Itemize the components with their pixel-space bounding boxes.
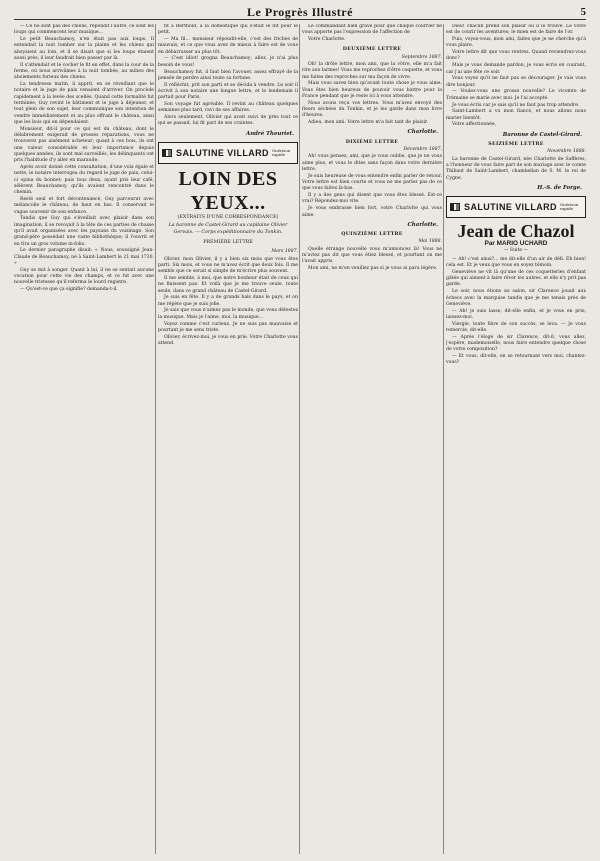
paragraph: — Et vous, dit-elle, en se retournant vers moi, chantez-vous?	[446, 354, 586, 366]
novel-text	[446, 257, 586, 367]
novel-author: Par MARIO UCHARD	[484, 240, 548, 248]
letter-date: Mars 1887.	[271, 249, 298, 255]
letter-heading: DIXIÈME LETTRE	[345, 138, 399, 145]
paragraph: Je vous embrasse bien fort, votre Charlotte qui vous aime.	[302, 206, 442, 218]
paragraph: Oh! la drôle lettre, mon ami, que la vôtre, elle m'a fait rire aux larmes! Vous me reprochez d'être coquette, et vous me faites des reproches sur ma façon de vivre.	[302, 61, 442, 80]
flag-icon	[162, 149, 172, 157]
column-2-text	[158, 24, 298, 128]
author-signature: H.-S. de Forge.	[537, 184, 582, 191]
feuilleton-note: La baronne de Castel-Girard au capitaine Olivier Gervais. — Corps expéditionnaire du Tonkin.	[168, 223, 288, 235]
letter-date: Décembre 1887.	[403, 147, 442, 153]
paragraph: — Qu'est-ce que ça signifie? demanda-t-il.	[20, 287, 118, 293]
paragraph: Je suis heureuse de vous entendre enfin parler de retour. Votre lettre est bien courte et vous ne me parlez pas de ce que vous faites là-bas.	[302, 173, 442, 192]
paragraph: La baronne de Castel-Girard, née Charlotte de Saffères, a l'honneur de vous faire part de son mariage avec le comte Thibaut de Saint-Lambert, chambellan de S. M. le roi de Cygne.	[446, 156, 586, 181]
column-4-text	[446, 24, 586, 89]
section-date: Novembre 1888.	[547, 149, 586, 155]
column-4-announcement	[446, 157, 586, 182]
letter-heading: DEUXIÈME LETTRE	[342, 46, 402, 53]
feuilleton-text	[158, 257, 298, 348]
novel-title: Jean de Chazol	[457, 221, 575, 242]
advertisement-name: SALUTINE VILLARD	[176, 147, 269, 158]
paragraph: — Ce ne sont pas des chiens, répondit l'autre, ce sont les loups qui commencent leur musique...	[14, 24, 154, 36]
letter-heading: QUINZIÈME LETTRE	[341, 231, 403, 238]
paragraph: La tendresse matin, il apprit, en se réveillant que le notaire et le juge de paix venaient d'arriver. On procède rapidement à la levée des scellés. Quand cette formalité fut terminée, Guy revint le bâtiment et le juge à déjeuner, et tout plein de son sujet, leur communique son intention de vendre immédiatement et au plus offrant le château, ainsi que les bois qui en dépendaient.	[14, 82, 154, 125]
letter-date: Mai 1888.	[418, 239, 442, 245]
column-1	[14, 24, 154, 854]
paragraph: Adieu, mon ami. Votre lettre m'a fait tant de plaisir.	[308, 120, 429, 126]
column-4	[446, 24, 586, 854]
paragraph: — Ma fil... monsieur répondit-elle, c'est des friches de mauvais, et ce que vous avez de mieux à faire est de vous en débarrasser au plus tôt.	[158, 37, 298, 55]
advertisement-name: SALUTINE VILLARD	[464, 201, 557, 212]
column-divider	[299, 24, 300, 854]
paragraph: Après avoir donné cette consultation, d'une voix égale et nette, le notaire interrogea du regard le juge de paix, celui-ci opina du bonnet; puis tous deux, ayant pris leur café, sélèrent Beauchamoy, qu'ils avaient rencontré dans le chemin.	[14, 165, 154, 196]
column-divider	[443, 24, 444, 854]
paragraph: Son voyage fut agréable. Il revint au château quelques semaines plus tard, ravi de ses affaires.	[158, 102, 298, 114]
advertisement-subtitle: Guérison rapide	[271, 147, 291, 158]
newspaper-title: Le Progrès Illustré	[247, 5, 353, 19]
paragraph: Il réfléchit, prit son parti et se décida à vendre. Le soir il écrivit à son notaire une longue lettre, et le lendemain il partait pour Paris.	[158, 82, 298, 101]
letter-signature: Baronne de Castel-Girard.	[502, 131, 582, 138]
paragraph: Le dernier paragraphe disait: « Nous, soussigné Jean-Claude de Beauchamoy, né à Saint-Lambert le 21 mai 1730. »	[14, 248, 154, 266]
paragraph: Le petit Beauchamoy, n'en était pas aux loups. Il entendait la nuit tomber sur la plaine et les chiens qui aboyaient au loin, et il se disait que si les loups étaient aussi près, il leur faudrait bien passer par là.	[14, 37, 154, 61]
column-3-text	[302, 24, 442, 43]
column-2	[158, 24, 298, 854]
advertisement-banner	[158, 142, 298, 164]
paragraph: Beauchamoy fut, il faut bien l'avouer, assez effrayé de la pensée de perdre ainsi toute sa fortune.	[158, 69, 298, 81]
section-heading: SEIZIÈME LETTRE	[488, 141, 544, 148]
letter-signature: Charlotte.	[407, 129, 438, 136]
paragraph: Ah! vous pensez, ami, que je vous oublie, que je ne vous aime plus, et vous le dites sans façon dans votre dernière lettre.	[302, 154, 442, 172]
paragraph: Resté seul et fort décontenancé, Guy parcourut avec mélancolie le château, de haut en bas. Il conservait le vague souvenir de son enfance.	[14, 197, 154, 215]
paragraph: Votre lettre dit que vous rentrez. Quand reviendrez-vous donc?	[446, 50, 586, 62]
paragraph: Saint-Lambert a vu mon fiancé, et nous allons nous marier bientôt.	[446, 109, 586, 121]
feuilleton-title: LOIN DES YEUX...	[178, 168, 278, 215]
paragraph: — C'est idiot! grogna Beauchamoy; allez, je n'ai plus besoin de vous!	[158, 56, 298, 68]
paragraph: Monsieur, dit-il pour ce qui est du château, dont le délabrement exigerait de grosses réparations, vous ne trouverez pas aisément acheteur; quant à ces bois, ils ont une valeur considérable et leur importance depuis quelques années, ils sont mal surveillés, les délinquants ont pris l'habitude d'y aller en maraude.	[14, 126, 154, 164]
paragraph: Geneviève ne vit là qu'une de ces coquetteries d'enfant gâtée qui aiment à faire rêver les autres, et elle n'y prit pas garde.	[446, 269, 586, 288]
column-3	[302, 24, 442, 854]
column-4-closing	[446, 89, 586, 128]
paragraph: Il me semble, à moi, que notre bonheur était de ceux qui ne finissent pas. Et voilà que je me trouve seule, toute seule, dans ce grand château de Castel-Girard.	[158, 275, 298, 294]
paragraph: Votre Charlotte.	[308, 37, 346, 43]
flag-icon	[450, 203, 460, 211]
letter-date: Septembre 1887.	[401, 54, 442, 60]
paragraph: Le commandant bien grave pour que chaque courrier ne vous apporte pas l'expression de l'affection de	[302, 24, 442, 36]
masthead	[14, 4, 586, 20]
paragraph: — Ah! je suis lasse, dit-elle enfin, et je vous en prie, laissez-moi.	[446, 308, 586, 320]
paragraph: Olivier, mon Olivier, il y a bien six mois que vous êtes parti. Six mois, et vous ne m'avez écrit que deux fois. Il me semble que ce serait si simple de m'écrire plus souvent.	[158, 256, 298, 275]
paragraph: Il s'attendait et le cocher le fit en effet, dans la cour de la ferme, où nous arrivâmes à la nuit tombée, au milieu des aboiements furieux des chiens.	[14, 62, 154, 81]
paragraph: — Ah! c'est ainsi?... me dit-elle d'un air de défi. Eh bien! cela est. Et je veux que vous en soyez témoin.	[446, 256, 586, 269]
paragraph: Voyez comme c'est curieux. Je ne suis pas mauvaise et pourtant je me sens triste.	[158, 321, 298, 333]
paragraph: Votre affectionnée,	[452, 122, 497, 128]
paragraph: Puis, voyez-vous, mon ami, faites que je ne cherche qu'à vous plaire.	[446, 37, 586, 49]
paragraph: Je vous écris car je sais qu'il ne faut pas trop attendre.	[452, 102, 580, 108]
paragraph: Vous voyez qu'il ne faut pas se décourager. Je vais vous dire bonjour.	[446, 76, 586, 88]
letter-sections	[302, 46, 442, 272]
paragraph: Quelle étrange nouvelle vous m'annoncez là! Vous ne m'aviez pas dit que vous étiez blessé, et pourtant on me l'avait appris.	[302, 246, 442, 265]
paragraph: Olivier, écrivez-moi, je vous en prie. Votre Charlotte vous attend.	[158, 334, 298, 346]
novel-suite: — Suite —	[503, 248, 529, 254]
paragraph: Le soir, nous étions au salon, sir Clarence jouait aux échecs avec la marquise tandis que je me tenais près de Geneviève.	[446, 289, 586, 307]
paragraph: Il y a des gens qui disent que vous êtes blessé. Est-ce vrai? Répondez-moi vite.	[302, 193, 442, 205]
paragraph: Guy se mit à songer. Quant à lui, il ne se sentait aucune vocation pour cette vie des champs, et ce fut avec une nouvelle tristesse qu'il referma le lourd registre.	[14, 267, 154, 286]
advertisement-subtitle: Guérison rapide	[559, 201, 579, 212]
column-1-text	[14, 24, 154, 293]
paragraph: Alors seulement, Olivier qui avait suivi de près tout ce qui se passait, lui fit part de ses craintes.	[158, 115, 298, 127]
paragraph: Mais vous savez bien qu'avant toute chose je vous aime. Vous êtes bien heureux de pouvoir vous battre pour la France pendant que je reste ici à vous attendre.	[302, 81, 442, 99]
paragraph: fit à Berthold, à la domestique qui s'était le dit pour le petit.	[158, 24, 298, 36]
paragraph: Je suis en fête. Il y a de grands bals dans le pays, et on me répète que je suis jolie.	[158, 295, 298, 307]
paragraph: Viergie, toute fière de son succès, se leva. — Je vous remercie, dit-elle.	[446, 321, 586, 333]
paragraph: Tandis que Guy qui s'éveillait avec plaisir dans son imagination, il se revoyait à la tête de ces parties de chasse qu'il avait organisées avec les paysans du voisinage. Son grand-père possédait une vaste bibliothèque; il l'ouvrit et en tira un gros volume in-folio.	[14, 216, 154, 247]
letter-signature: Charlotte.	[407, 221, 438, 228]
paragraph: Mon ami, ne m'en veuillez pas si je vous ai paru légère.	[308, 266, 438, 272]
paragraph: — Voulez-vous une grosse nouvelle? Le vicomte de Trémaine se marie avec moi. Je l'ai accepté.	[446, 89, 586, 101]
author-signature: André Theuriet.	[246, 130, 294, 137]
paragraph: Nous avons reçu vos lettres. Vous m'avez envoyé des fleurs séchées du Tonkin, et je les garde dans mon livre d'heures.	[302, 100, 442, 119]
letter-heading: PREMIÈRE LETTRE	[203, 239, 253, 245]
page-number: 5	[580, 6, 586, 18]
paragraph: Mais je vous demande pardon, je vous écris en courant, car j'ai une fête ce soir.	[446, 63, 586, 75]
advertisement-banner	[446, 196, 586, 218]
paragraph: Je sais que vous n'aimez pas le monde, que vous détestez la musique. Mais je l'aime, moi, la musique...	[158, 308, 298, 320]
column-divider	[155, 24, 156, 854]
paragraph: Dieu! chacun prend son plaisir où il le trouve. Le vôtre est de courir les aventures; le mien est de faire de l'or.	[446, 24, 586, 36]
feuilleton-subtitle: (EXTRAITS D'UNE CORRESPONDANCE)	[177, 215, 279, 221]
paragraph: — Après l'éloge de sir Clarence, dit-il, vous allez, j'espère, mademoiselle, nous faire entendre quelque chose de votre composition?	[446, 334, 586, 353]
